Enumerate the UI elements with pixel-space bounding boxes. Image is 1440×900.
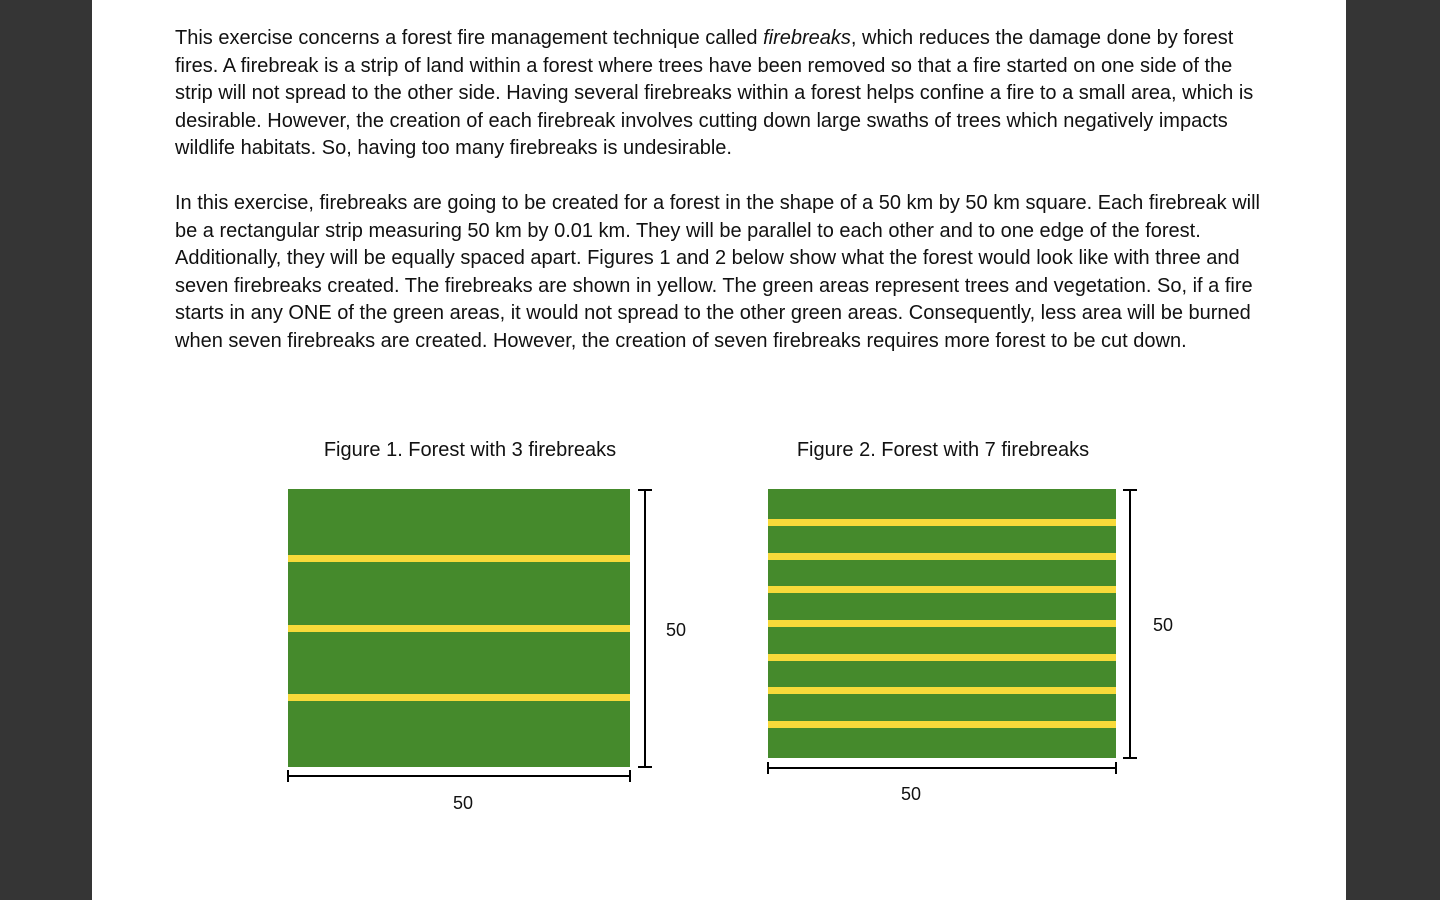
figure-2-height-label: 50 [1152, 615, 1174, 635]
paragraph-intro-rest: , which reduces the damage done by forest fires. A firebreak is a strip of land within a forest where trees have been removed so that a fire started on one side of the strip will not spread to the other side. Having several firebreaks within a forest helps confine a fire to a small area, which is desirable. However, the creation of each firebreak involves cutting down large swaths of trees which negatively impacts wildlife habitats. So, having too many firebreaks is undesirable. [175, 27, 1254, 159]
figure-2-width-label: 50 [900, 784, 922, 804]
figure-1-height-dimension-cap-top [638, 489, 652, 491]
figure-2-firebreak-7 [768, 721, 1116, 728]
figure-1-forest [288, 489, 630, 767]
figure-2-forest [768, 489, 1116, 758]
figure-2-firebreak-6 [768, 687, 1116, 694]
figure-2-width-dimension-line [768, 767, 1116, 769]
paragraph-exercise: In this exercise, firebreaks are going to be created for a forest in the shape of a 50 km by 50 km square. Each firebreak will be a rectangular strip measuring 50 km by 0.01 km. They will be parallel to each other and to one edge of the forest. Additionally, they will be equally spaced apart. Figures 1 and 2 below show what the forest would look like with three and seven firebreaks created. The firebreaks are shown in yellow. The green areas represent trees and vegetation. So, if a fire starts in any ONE of the green areas, it would not spread to the other green areas. Consequently, less area will be burned when seven firebreaks are created. However, the creation of seven firebreaks requires more forest to be cut down. [175, 192, 1260, 352]
paragraph-intro-start: This exercise concerns a forest fire management technique called [175, 27, 764, 49]
figure-1-title: Figure 1. Forest with 3 firebreaks [323, 439, 617, 461]
figure-1-firebreak-3 [288, 694, 630, 701]
figure-2-width-dimension-cap-left [767, 762, 769, 774]
figure-1-height-dimension-line [644, 489, 646, 768]
figure-2-height-dimension-line [1129, 489, 1131, 759]
figure-2-firebreak-5 [768, 654, 1116, 661]
figure-1-width-dimension-cap-right [629, 770, 631, 782]
figure-2-firebreak-4 [768, 620, 1116, 627]
figure-2-height-dimension-cap-bottom [1123, 757, 1137, 759]
figure-1-firebreak-2 [288, 625, 630, 632]
paragraph-intro [175, 25, 1265, 163]
figure-2-title: Figure 2. Forest with 7 firebreaks [796, 439, 1090, 461]
figure-1-firebreak-1 [288, 555, 630, 562]
figure-2-firebreak-2 [768, 553, 1116, 560]
figure-2-height-dimension-cap-top [1123, 489, 1137, 491]
term-firebreaks: firebreaks [763, 27, 851, 49]
figure-2-width-dimension-cap-right [1115, 762, 1117, 774]
figure-1-width-label: 50 [452, 793, 474, 813]
figure-1-width-dimension-cap-left [287, 770, 289, 782]
figure-1-width-dimension-line [288, 775, 630, 777]
document-page [92, 0, 1346, 900]
figure-2-firebreak-1 [768, 519, 1116, 526]
figure-2-firebreak-3 [768, 586, 1116, 593]
figure-1-height-dimension-cap-bottom [638, 766, 652, 768]
figure-1-height-label: 50 [665, 620, 687, 640]
